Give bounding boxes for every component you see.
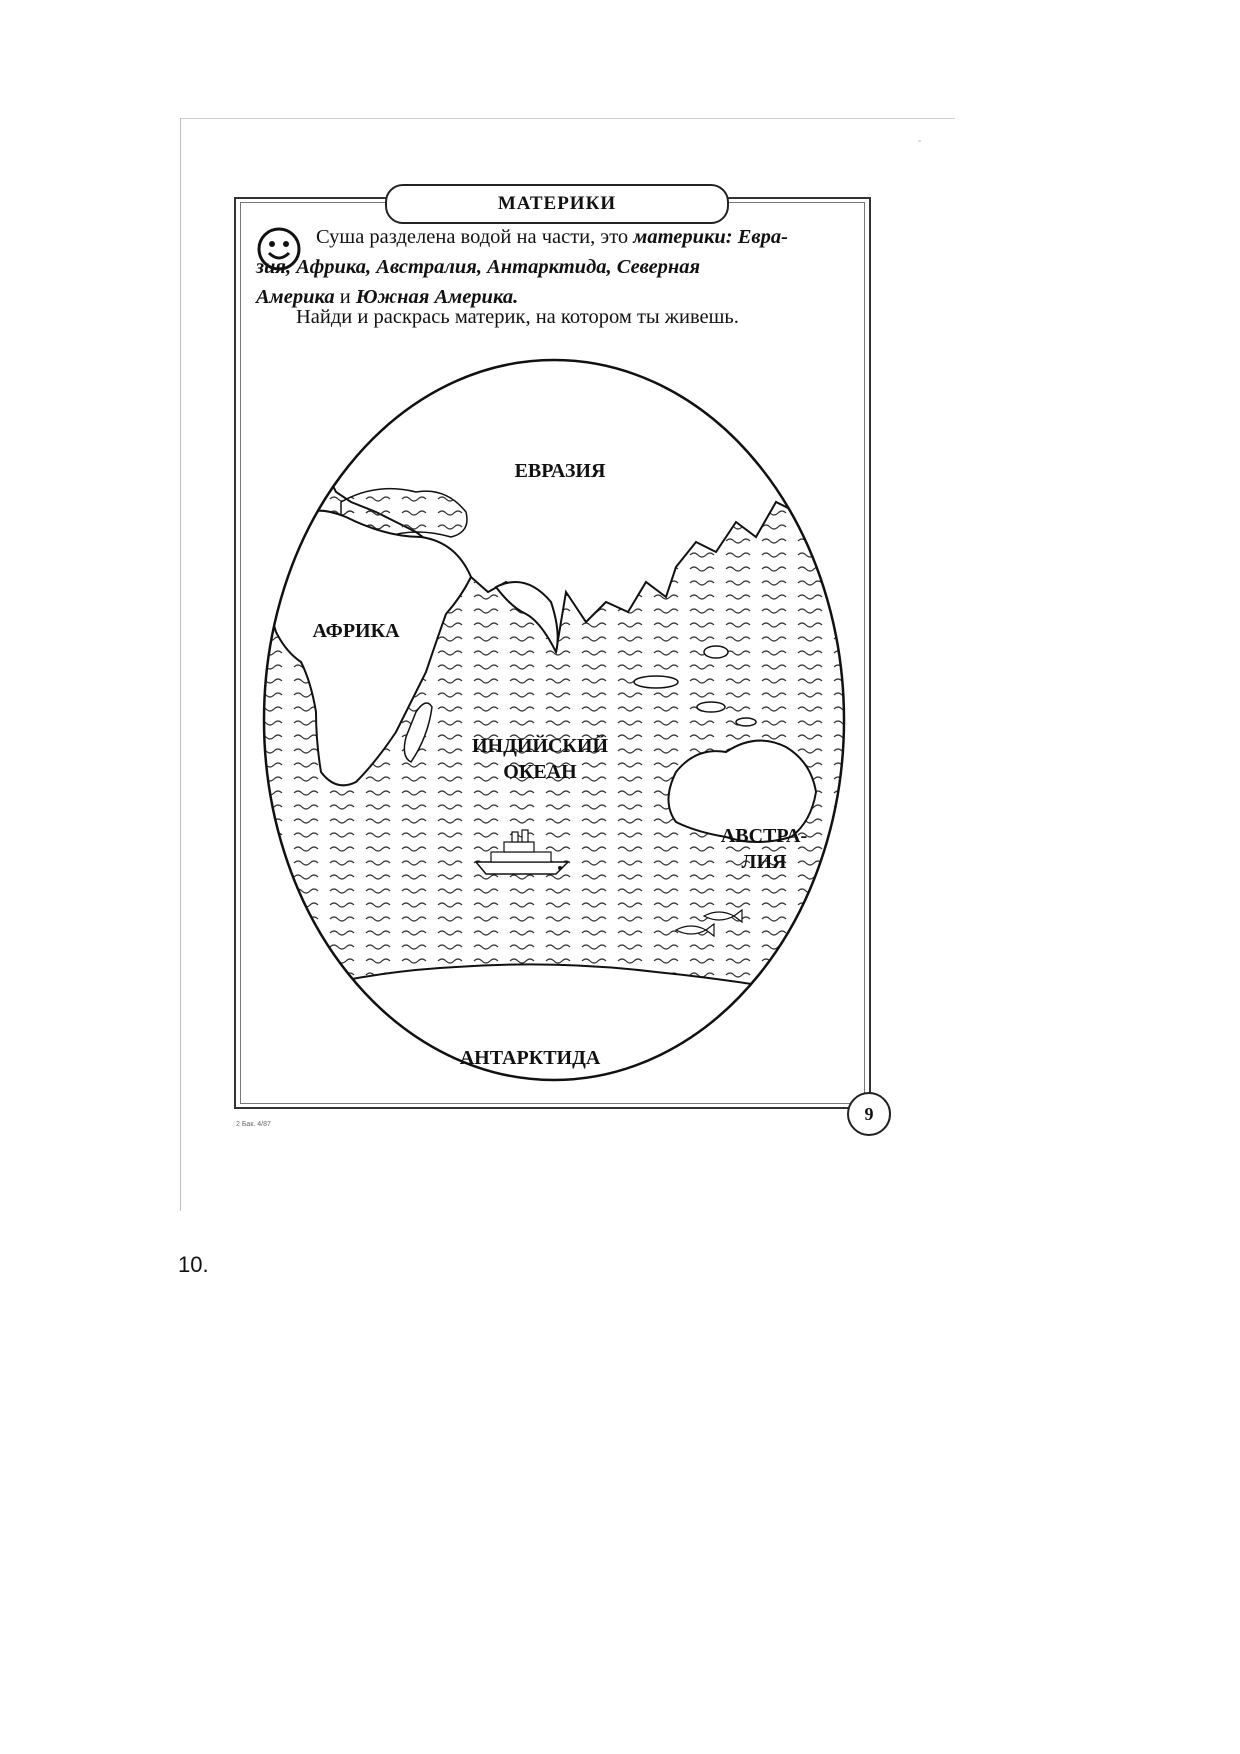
scan-edge-top [180,118,955,119]
label-eurasia: ЕВРАЗИЯ [514,460,606,482]
list-part-4: Южная Америка. [355,286,519,308]
intro-text: Суша разделена водой на части, это [316,226,629,248]
intro-paragraph [256,222,856,312]
label-australia-2: ЛИЯ [741,851,787,873]
task-paragraph [296,302,856,332]
continents-lead: материки: [633,226,733,248]
scan-speck [918,140,921,142]
list-part-1: Евра- [732,226,788,248]
item-number: 10. [178,1252,209,1277]
scan-edge-left [180,118,181,1211]
island [736,718,756,726]
task-text: Найди и раскрась материк, на котором ты живешь. [296,306,739,328]
world-map [256,352,852,1092]
footnote: 2 Бак. 4/87 [236,1121,271,1128]
label-indian-ocean-2: ОКЕАН [503,761,577,783]
label-australia-1: АВСТРА- [720,825,808,847]
page-number-badge [847,1092,891,1136]
island [704,646,728,658]
label-africa: АФРИКА [312,620,400,642]
island [634,676,678,688]
antarctica-shape [256,964,852,1092]
page-title: МАТЕРИКИ [497,193,617,214]
list-part-3: Америка [256,286,335,308]
label-antarctica: АНТАРКТИДА [459,1047,601,1069]
title-banner [385,184,729,224]
label-indian-ocean-1: ИНДИЙСКИЙ [471,735,609,757]
list-part-2: зия, Африка, Австралия, Антарктида, Северная [256,256,701,278]
list-conjunction: и [334,286,356,308]
page-number: 9 [864,1103,874,1124]
island [697,702,725,712]
